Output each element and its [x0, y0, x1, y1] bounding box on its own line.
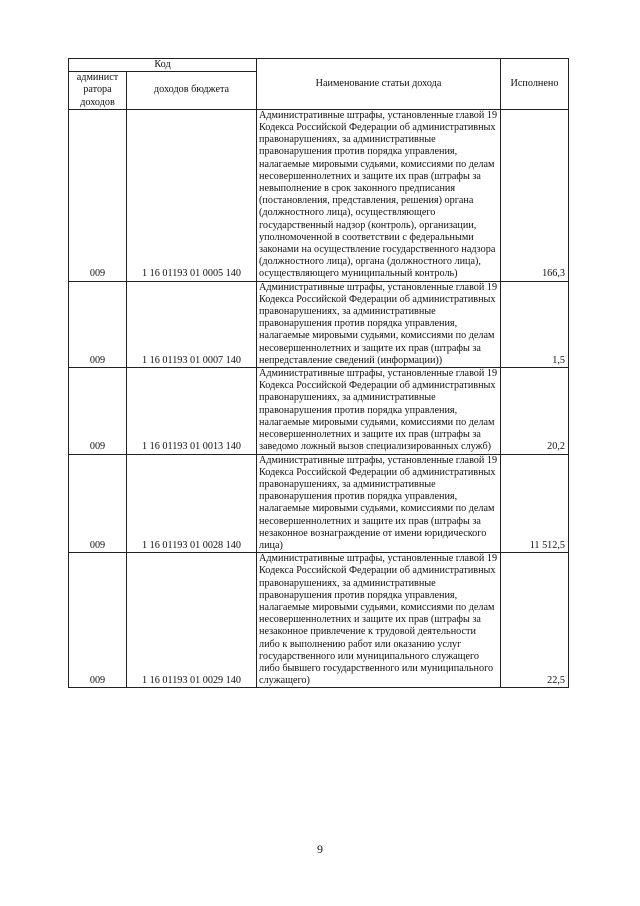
- table-row: [69, 454, 569, 553]
- header-name: Наименование статьи дохода: [257, 59, 501, 110]
- admin-code-cell: 009: [69, 368, 127, 454]
- page-number: 9: [317, 842, 323, 856]
- revenue-name-cell: Административные штрафы, установленные главой 19 Кодекса Российской Федерации об административных правонарушениях, за административные правонарушения против порядка управления, налагаемые мировыми судьями, комиссиями по делам несовершеннолетних и защите их прав (штрафы за невыполнение в срок законного предписания (постановления, представления, решения) органа (должностного лица), осуществляющего государственный надзор (контроль), организации, уполномоченной в соответствии с федеральными законами на осуществление государственного надзора (должностного лица), органа (должностного лица), осуществляющего муниципальный контроль): [257, 109, 501, 281]
- admin-code-cell: 009: [69, 553, 127, 688]
- amount-cell: 11 512,5: [501, 454, 569, 553]
- revenue-name-cell: Административные штрафы, установленные главой 19 Кодекса Российской Федерации об административных правонарушениях, за административные правонарушения против порядка управления, налагаемые мировыми судьями, комиссиями по делам несовершеннолетних и защите их прав (штрафы за незаконное привлечение к трудовой деятельности либо к выполнению работ или оказанию услуг государственного или муниципального служащего либо бывшего государственного или муниципального служащего): [257, 553, 501, 688]
- budget-code-cell: 1 16 01193 01 0005 140: [127, 109, 257, 281]
- amount-cell: 20,2: [501, 368, 569, 454]
- budget-code-cell: 1 16 01193 01 0013 140: [127, 368, 257, 454]
- admin-code-cell: 009: [69, 109, 127, 281]
- budget-code-cell: 1 16 01193 01 0028 140: [127, 454, 257, 553]
- amount-cell: 166,3: [501, 109, 569, 281]
- header-budget: доходов бюджета: [127, 72, 257, 110]
- table-row: [69, 553, 569, 688]
- revenue-name-cell: Административные штрафы, установленные главой 19 Кодекса Российской Федерации об административных правонарушениях, за административные правонарушения против порядка управления, налагаемые мировыми судьями, комиссиями по делам несовершеннолетних и защите их прав (штрафы за незаконное вознаграждение от имени юридического лица): [257, 454, 501, 553]
- table-row: [69, 281, 569, 367]
- revenue-table-container: [68, 58, 569, 688]
- table-row: [69, 109, 569, 281]
- header-admin: админист ратора доходов: [69, 72, 127, 110]
- admin-code-cell: 009: [69, 454, 127, 553]
- header-kod: Код: [69, 59, 257, 72]
- budget-code-cell: 1 16 01193 01 0029 140: [127, 553, 257, 688]
- revenue-name-cell: Административные штрафы, установленные главой 19 Кодекса Российской Федерации об административных правонарушениях, за административные правонарушения против порядка управления, налагаемые мировыми судьями, комиссиями по делам несовершеннолетних и защите их прав (штрафы за непредставление сведений (информации)): [257, 281, 501, 367]
- header-executed: Исполнено: [501, 59, 569, 110]
- amount-cell: 22,5: [501, 553, 569, 688]
- budget-code-cell: 1 16 01193 01 0007 140: [127, 281, 257, 367]
- revenue-name-cell: Административные штрафы, установленные главой 19 Кодекса Российской Федерации об административных правонарушениях, за административные правонарушения против порядка управления, налагаемые мировыми судьями, комиссиями по делам несовершеннолетних и защите их прав (штрафы за заведомо ложный вызов специализированных служб): [257, 368, 501, 454]
- table-row: [69, 368, 569, 454]
- admin-code-cell: 009: [69, 281, 127, 367]
- revenue-table: [68, 58, 569, 688]
- table-header: [69, 59, 569, 110]
- amount-cell: 1,5: [501, 281, 569, 367]
